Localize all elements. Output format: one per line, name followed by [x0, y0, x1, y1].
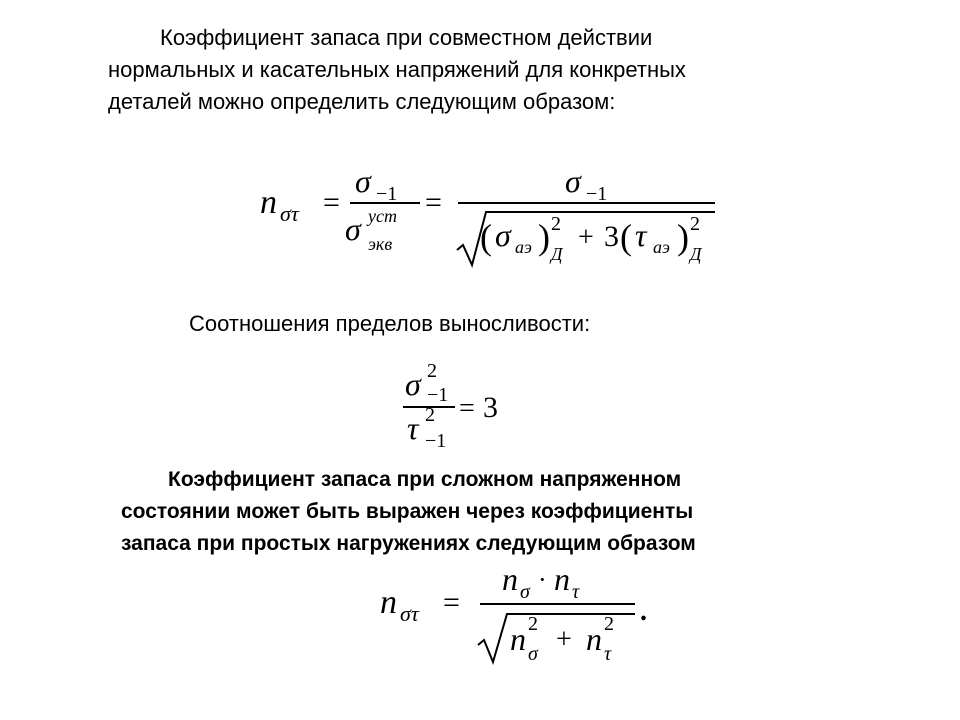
equals-sign-1: = — [323, 186, 340, 219]
intro-line-2: нормальных и касательных напряжений для конкретных — [108, 57, 686, 82]
paren-open-2: ( — [620, 217, 632, 257]
paren-close-2: ) — [677, 217, 689, 257]
intro-line-3: деталей можно определить следующим образом: — [108, 89, 616, 114]
frac1-den-sigma: σ — [345, 211, 361, 247]
complex-line-3: запаса при простых нагружениях следующим образом — [121, 532, 696, 555]
ratio-num-sub: −1 — [427, 384, 449, 406]
ratio-den-sub: −1 — [425, 430, 447, 452]
f3-den-sub2: τ — [604, 643, 612, 665]
den-coef: 3 — [604, 220, 619, 253]
complex-line-1: Коэффициент запаса при сложном напряженном — [168, 468, 682, 491]
den-term2-inner-sub: аэ — [653, 237, 670, 257]
ratio-den-tau: τ — [407, 410, 419, 446]
f3-plus-sign: + — [556, 624, 572, 655]
frac2-num-sigma: σ — [565, 163, 581, 199]
complex-line-2: состоянии может быть выражен через коэффициенты — [121, 500, 694, 523]
f3-den-sub1: σ — [528, 643, 538, 665]
den-term2-sup: 2 — [690, 213, 700, 235]
den-term1-sub: Д — [551, 244, 563, 264]
ratio-value: 3 — [483, 391, 498, 424]
endurance-ratio-text: Соотношения пределов выносливости: — [189, 311, 591, 336]
f3-lhs-sub: στ — [400, 601, 419, 626]
den-term2-sub: Д — [690, 244, 702, 264]
f3-den-sup1: 2 — [528, 613, 538, 635]
paren-open-1: ( — [480, 217, 492, 257]
den-term1-sup: 2 — [551, 213, 561, 235]
den-term1-inner-sub: аэ — [515, 237, 532, 257]
f3-lhs-n: n — [380, 584, 397, 621]
intro-line-1: Коэффициент запаса при совместном действии — [160, 25, 653, 50]
frac1-den-sub: экв — [368, 234, 393, 254]
den-term2-base: τ — [635, 217, 647, 253]
den-term1-base: σ — [495, 217, 511, 253]
f3-den-n2: n — [586, 621, 602, 657]
intro-paragraph — [108, 22, 686, 118]
frac2-num-sub: −1 — [586, 183, 608, 205]
f3-dot-operator: · — [538, 565, 547, 594]
ratio-equals-sign: = — [459, 393, 475, 424]
lhs-n: n — [260, 184, 277, 221]
f3-num-sub2: τ — [572, 581, 580, 603]
ratio-num-sigma: σ — [405, 366, 421, 402]
f3-den-n1: n — [510, 621, 526, 657]
paren-close-1: ) — [538, 217, 550, 257]
f3-den-sup2: 2 — [604, 613, 614, 635]
plus-sign-1: + — [578, 222, 594, 253]
lhs-sub: στ — [280, 201, 299, 226]
f3-num-n1: n — [502, 561, 518, 597]
f3-num-sub1: σ — [520, 581, 530, 603]
formula-endurance-ratio — [395, 355, 525, 455]
frac1-num-sub: −1 — [376, 183, 398, 205]
frac1-num-sigma: σ — [355, 163, 371, 199]
f3-num-n2: n — [554, 561, 570, 597]
f3-equals-sign: = — [443, 586, 460, 619]
ratio-num-sup: 2 — [427, 360, 437, 382]
equals-sign-2: = — [425, 186, 442, 219]
endurance-ratio-heading — [189, 308, 590, 340]
formula-combined-safety-factor — [250, 160, 730, 275]
f3-trailing-period: . — [640, 596, 647, 627]
formula-complex-safety-factor — [380, 560, 670, 675]
frac1-den-sup: уст — [368, 206, 397, 226]
complex-stress-paragraph — [121, 464, 696, 560]
ratio-den-sup: 2 — [425, 404, 435, 426]
